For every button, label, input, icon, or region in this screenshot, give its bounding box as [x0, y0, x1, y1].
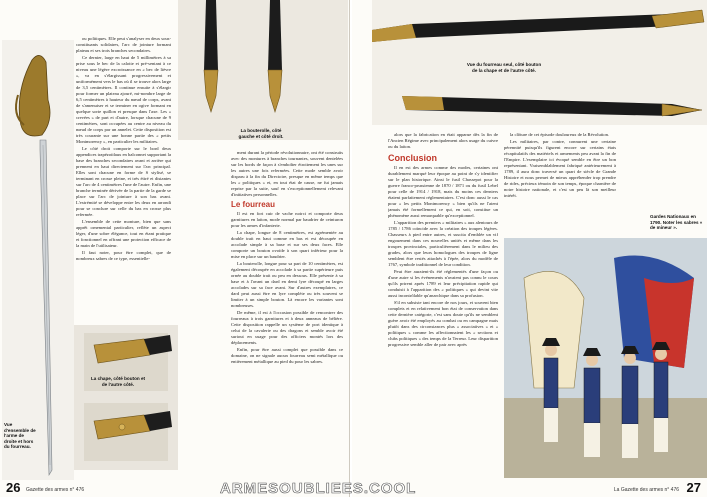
page-number-left: 26	[6, 480, 21, 495]
paragraph: La chape, longue de 8 centimètres, est agrémentée au double trait en haut comme en bas et est découpée en accolade simple à sa base et sur ses deux faces. Elle comporte un bouton ovoïde à son quart inférieur pour la mise en place sur un baudrier.	[231, 230, 343, 259]
paragraph: Ce dernier, large en haut de 5 millimètres à sa prise sous le bec de la calotte et pré-sentant à ce niveau une légère excroissance en « bec de lièvre », va en s'élargissant progressivement et uniformément vers le bas où il se trouve alors large de 3,5 centimètres. Il continue ensuite à s'élargir pour former un plateau ajouré, mi-nombre large de 6,5 centimètres à hauteur du nœud de corps, avant de s'amenuiser et se terminer en ogive formant en quelque sorte quillon et presque dans l'axe. Les « crevées » de part et d'autre, lorsque chacune de 9 centimètres, sont occupées au centre au niveau du nœud de corps par un annelet. Cette disposition est très courante sur une bonne partie des « petits Montmorency », en particulier les militaires.	[76, 55, 171, 144]
left-page	[0, 0, 350, 497]
paragraph: Il faut noter, pour être complet, que de nombreux sabres de ce type, essentielle-	[76, 250, 171, 261]
paragraph: Il est en fort cuir de vache noirci et comporte deux garnitures en laiton, mode normal par baudrier de ceinturon pour les armes d'infanterie.	[231, 211, 343, 228]
bouterolle-photo	[178, 0, 348, 140]
caption-sword: Vue d'ensemble de l'arme de droite et hors du fourreau.	[4, 422, 36, 450]
paragraph: L'ensemble de cette monture, bien que sans apprêt ornemental particulier, reflète un aspect léger, d'une sobre élégance, tout en étant pratique et fonctionnel en offrant une protection efficace de la main de l'utilisateur.	[76, 219, 171, 248]
national-guards-painting	[504, 238, 707, 478]
paragraph: L'apparition des premiers « militaires » aux alentours de 1785 / 1786 coïncide avec la création des troupes légères. Chasseurs à pied entre autres, et suscita d'emblée un vif engouement dans ces nouvelles unités et même dans les troupes provinciales, particulièrement dans le milieu des grades, alors que leurs homologues des troupes de ligne semblent être restés attachés à l'épée, alors du modèle de 1767, symbole traditionnel de leur condition.	[388, 220, 498, 267]
caption-chape: La chape, côté bouton et de l'autre côté.	[90, 376, 146, 387]
right-column-2	[504, 132, 616, 232]
paragraph: Il en est des armes comme des modes, certaines ont durablement marqué leur époque au point de s'y identifier sur le plan historique. Ainsi le fusil Chassepot pour la guerre franco-prussienne de 1870 / 1871 ou du fusil Lebel pour celle de 1914 / 1918, mais du moins ces derniers étaient parfaitement réglementaires. C'est donc aussi le cas pour « les petits Montmorency » bien qu'ils ne l'aient jamais été formellement ce qui, en soit, constitue un phénomène aussi remarquable qu'exceptionnel.	[388, 165, 498, 218]
right-page	[352, 0, 707, 497]
page-number-right: 27	[686, 480, 701, 495]
paragraph: la clôture de cet épisode douloureux de la Révolution.	[510, 132, 610, 137]
paragraph: S'il en subsiste tant encore de nos jours, et souvent bien complets et en relativement bon état de conservation dans cette dernière catégorie, c'est sans doute qu'ils ne semblent guère avoir été employés au combat ou en campagne mais plutôt dans des circonstances plus « associatives » et « politiques » comme les affectionnaient les « sections et clubs politiques » des temps de la Terreur. Leur disparition progressive semble aller de pair avec après	[388, 300, 498, 347]
paragraph: Les militaires, par contre, connurent une certaine pérennité puisqu'ils figurent encore sur certains états récapitulatifs des matériels et armements peu avant la fin de l'Empire. L'exemplaire ici évoqué semble en être un bon représentant. Vraisemblablement fabriqué antérieurement à 1789, il aura donc traversé un quart de siècle de Grande Histoire et nous permet de mieux appréhender trop prendre de rides, précieux témoin de son temps, époque charnière de notre histoire nationale, et c'est un peu là son meilleur intérêt.	[504, 139, 616, 198]
paragraph: ou politiques. Elle peut s'analyser en deux sous-constituants solidaires, l'arc de jointure formant plateau et ses trois branches secondaires.	[76, 36, 171, 53]
paragraph: alors que la fabrication en était apparue dès la fin de l'Ancien Régime avec principalement alors usage du cuivre ou du laiton.	[388, 132, 498, 149]
left-column-2	[231, 150, 343, 475]
watermark: ARMESOUBLIEES.COOL	[220, 480, 417, 497]
chape-photo	[74, 325, 178, 470]
right-column-1	[388, 132, 498, 477]
paragraph: Le côté droit comporte sur le bord deux appendices trapézoïdaux en balconnet supportant la base des branches secondaires avant et arrière qui prennent en haut directement sur l'arc principal. Elles sont chacune en forme de S stylisé, se terminant en crosse pleine, et très étiré et distantes sur l'arc de 4 centimètres l'une de l'autre. Enfin, une branche terminée dérivée de la partie de la garde se place sur l'arc de jointure à son bas avant. L'extrémité se développe entre les deux en arrondi pour se conclure sur celle du bas en crosse plus refermée.	[76, 146, 171, 217]
footer-left: Gazette des armes n° 476	[26, 487, 85, 493]
paragraph: Enfin, pour être aussi complet que possible dans ce domaine, on ne signale aucun fourreau semi métallique ou entièrement métallique au pied du pour les sabres.	[231, 347, 343, 364]
paragraph: Peut être auraient-ils été réglementés d'une façon ou d'une autre si les événements n'avaient pas connu le cours qu'ils prirent après 1789 et leur précipitation rapide qui conduisit à l'apparition des « politiques » qui devint vite aussi incontrôlable qu'anarchique dans sa profusion.	[388, 269, 498, 298]
section-heading-fourreau: Le fourreau	[231, 200, 276, 209]
paragraph: La bouterolle, longue pour sa part de 10 centimètres, est également découpée en accolade à sa partie supérieure puis ornée au double trait ou peu en dessous. Elle présente à sa base et à l'avant un dard en demi lyre découpé en larges accolades sur sa face avant. Sur d'autres exemplaires, ce dard peut aussi être en lyre complète ou très souvent se limiter à un simple bouton. Là encore les variantes sont nombreuses.	[231, 261, 343, 308]
paragraph: De même, il est à l'occasion possible de rencontrer des fourreaux à trois garnitures et à deux anneaux de bélière. Cette disposition rappelle un système de port identique à celui de la cavalerie ou des dragons et semble avoir été surtout en usage pour des officiers montés lors des déplacements.	[231, 310, 343, 345]
sword-photo	[2, 40, 74, 480]
caption-guards: Gardes Nationaux en 1790. Noter les sabres « de mineur ».	[650, 214, 703, 231]
caption-scabbard: Vue du fourreau seul, côté bouton de la chape et de l'autre côté.	[466, 62, 542, 73]
footer-right: La Gazette des armes n° 476	[613, 487, 679, 493]
left-column-1	[76, 36, 171, 320]
paragraph: ment durant la période révolutionnaire, ont été construits avec des montures à branches tournantes, souvent dentelées sur les bords de façon à s'emboîter étroitement les unes sur les autres une fois refermées. Cette mode semble avoir disparu à la fin du Directoire, presque en même temps que les « politiques » et, en tout état de cause, ne fut jamais reprise par la suite, sauf en s'exceptionnellement relevant d'initiatives personnelles.	[231, 150, 343, 197]
section-heading-conclusion: Conclusion	[388, 153, 437, 163]
caption-bouterolle: La bouterolle, côté gauche et côté droit.	[238, 128, 284, 139]
